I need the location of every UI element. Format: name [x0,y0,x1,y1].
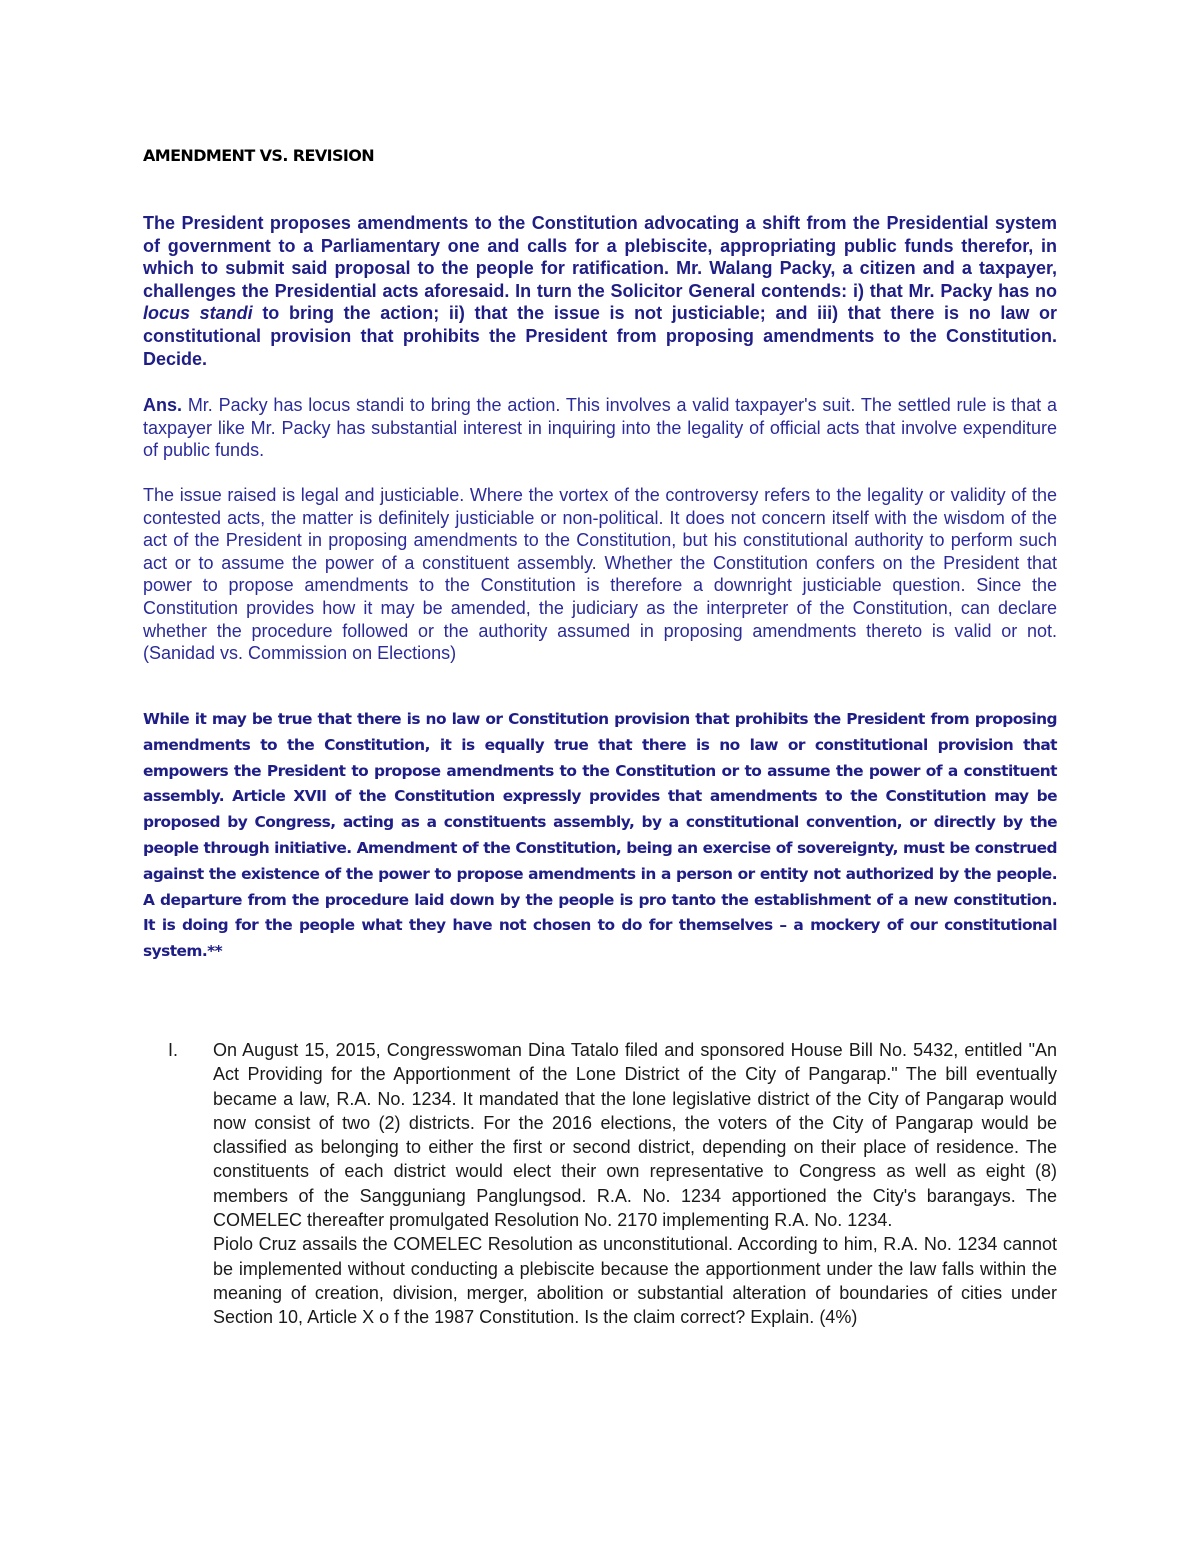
problem-paragraph-1: On August 15, 2015, Congresswoman Dina Tatalo filed and sponsored House Bill No. 5432, entitled "An Act Providing for the Apportionment of the Lone District of the City of Pangarap." The bill eventually became a law, R.A. No. 1234. It mandated that the lone legislative district of the City of Pangarap would now consist of two (2) districts. For the 2016 elections, the voters of the City of Pangarap would be classified as belonging to either the first or second district, depending on their place of residence. The constituents of each district would elect their own representative to Congress as well as eight (8) members of the Sangguniang Panglungsod. R.A. No. 1234 apportioned the City's barangays. The COMELEC thereafter promulgated Resolution No. 2170 implementing R.A. No. 1234. [213,1040,1057,1231]
question-text-part1: The President proposes amendments to the Constitution advocating a shift from the Presidential system of government to a Parliamentary one and calls for a plebiscite, appropriating public funds therefor, in which to submit said proposal to the people for ratification. Mr. Walang Packy, a citizen and a taxpayer, challenges the Presidential acts aforesaid. In turn the Solicitor General contends: i) that Mr. Packy has no [143,213,1057,301]
answer-text-1: Mr. Packy has locus standi to bring the action. This involves a valid taxpayer's suit. The settled rule is that a taxpayer like Mr. Packy has substantial interest in inquiring into the legality of official acts that involve expenditure of public funds. [143,395,1057,461]
question-paragraph [143,212,1057,370]
numbered-problem [168,1038,1057,1330]
answer-paragraph-3: While it may be true that there is no law or Constitution provision that prohibits the President from proposing amendments to the Constitution, it is equally true that there is no law or constitutional provision that empowers the President to propose amendments to the Constitution or to assume the power of a constituent assembly. Article XVII of the Constitution expressly provides that amendments to the Constitution may be proposed by Congress, acting as a constituents assembly, by a constitutional convention, or directly by the people through initiative. Amendment of the Constitution, being an exercise of sovereignty, must be construed against the existence of the power to propose amendments in a person or entity not authorized by the people. A departure from the procedure laid down by the people is pro tanto the establishment of a new constitution. It is doing for the people what they have not chosen to do for themselves – a mockery of our constitutional system.** [143,710,1057,961]
answer-paragraph-2: The issue raised is legal and justiciable. Where the vortex of the controversy refers to the legality or validity of the contested acts, the matter is definitely justiciable or non-political. It does not concern itself with the wisdom of the act of the President in proposing amendments to the Constitution, but his constitutional authority to perform such act or to assume the power of a constituent assembly. Whether the Constitution confers on the President that power to propose amendments to the Constitution is therefore a downright justiciable question. Since the Constitution provides how it may be amended, the judiciary as the interpreter of the Constitution, can declare whether the procedure followed or the authority assumed in proposing amendments thereto is valid or not. (Sanidad vs. Commission on Elections) [143,485,1057,664]
problem-number: I. [168,1040,179,1060]
question-text-part2: to bring the action; ii) that the issue is not justiciable; and iii) that there is no law or constitutional provision that prohibits the President from proposing amendments to the Constitution. Decide. [143,303,1057,369]
problem-body [213,1038,1057,1330]
answer-paragraph-1 [143,394,1057,462]
answer-label: Ans. [143,395,183,415]
problem-paragraph-2: Piolo Cruz assails the COMELEC Resolution as unconstitutional. According to him, R.A. No. 1234 cannot be implemented without conducting a plebiscite because the apportionment under the law falls within the meaning of creation, division, merger, abolition or substantial alteration of boundaries of cities under Section 10, Article X o f the 1987 Constitution. Is the claim correct? Explain. (4%) [213,1234,1057,1328]
page-title: AMENDMENT VS. REVISION [143,146,375,165]
question-italic-term: locus standi [143,303,253,324]
